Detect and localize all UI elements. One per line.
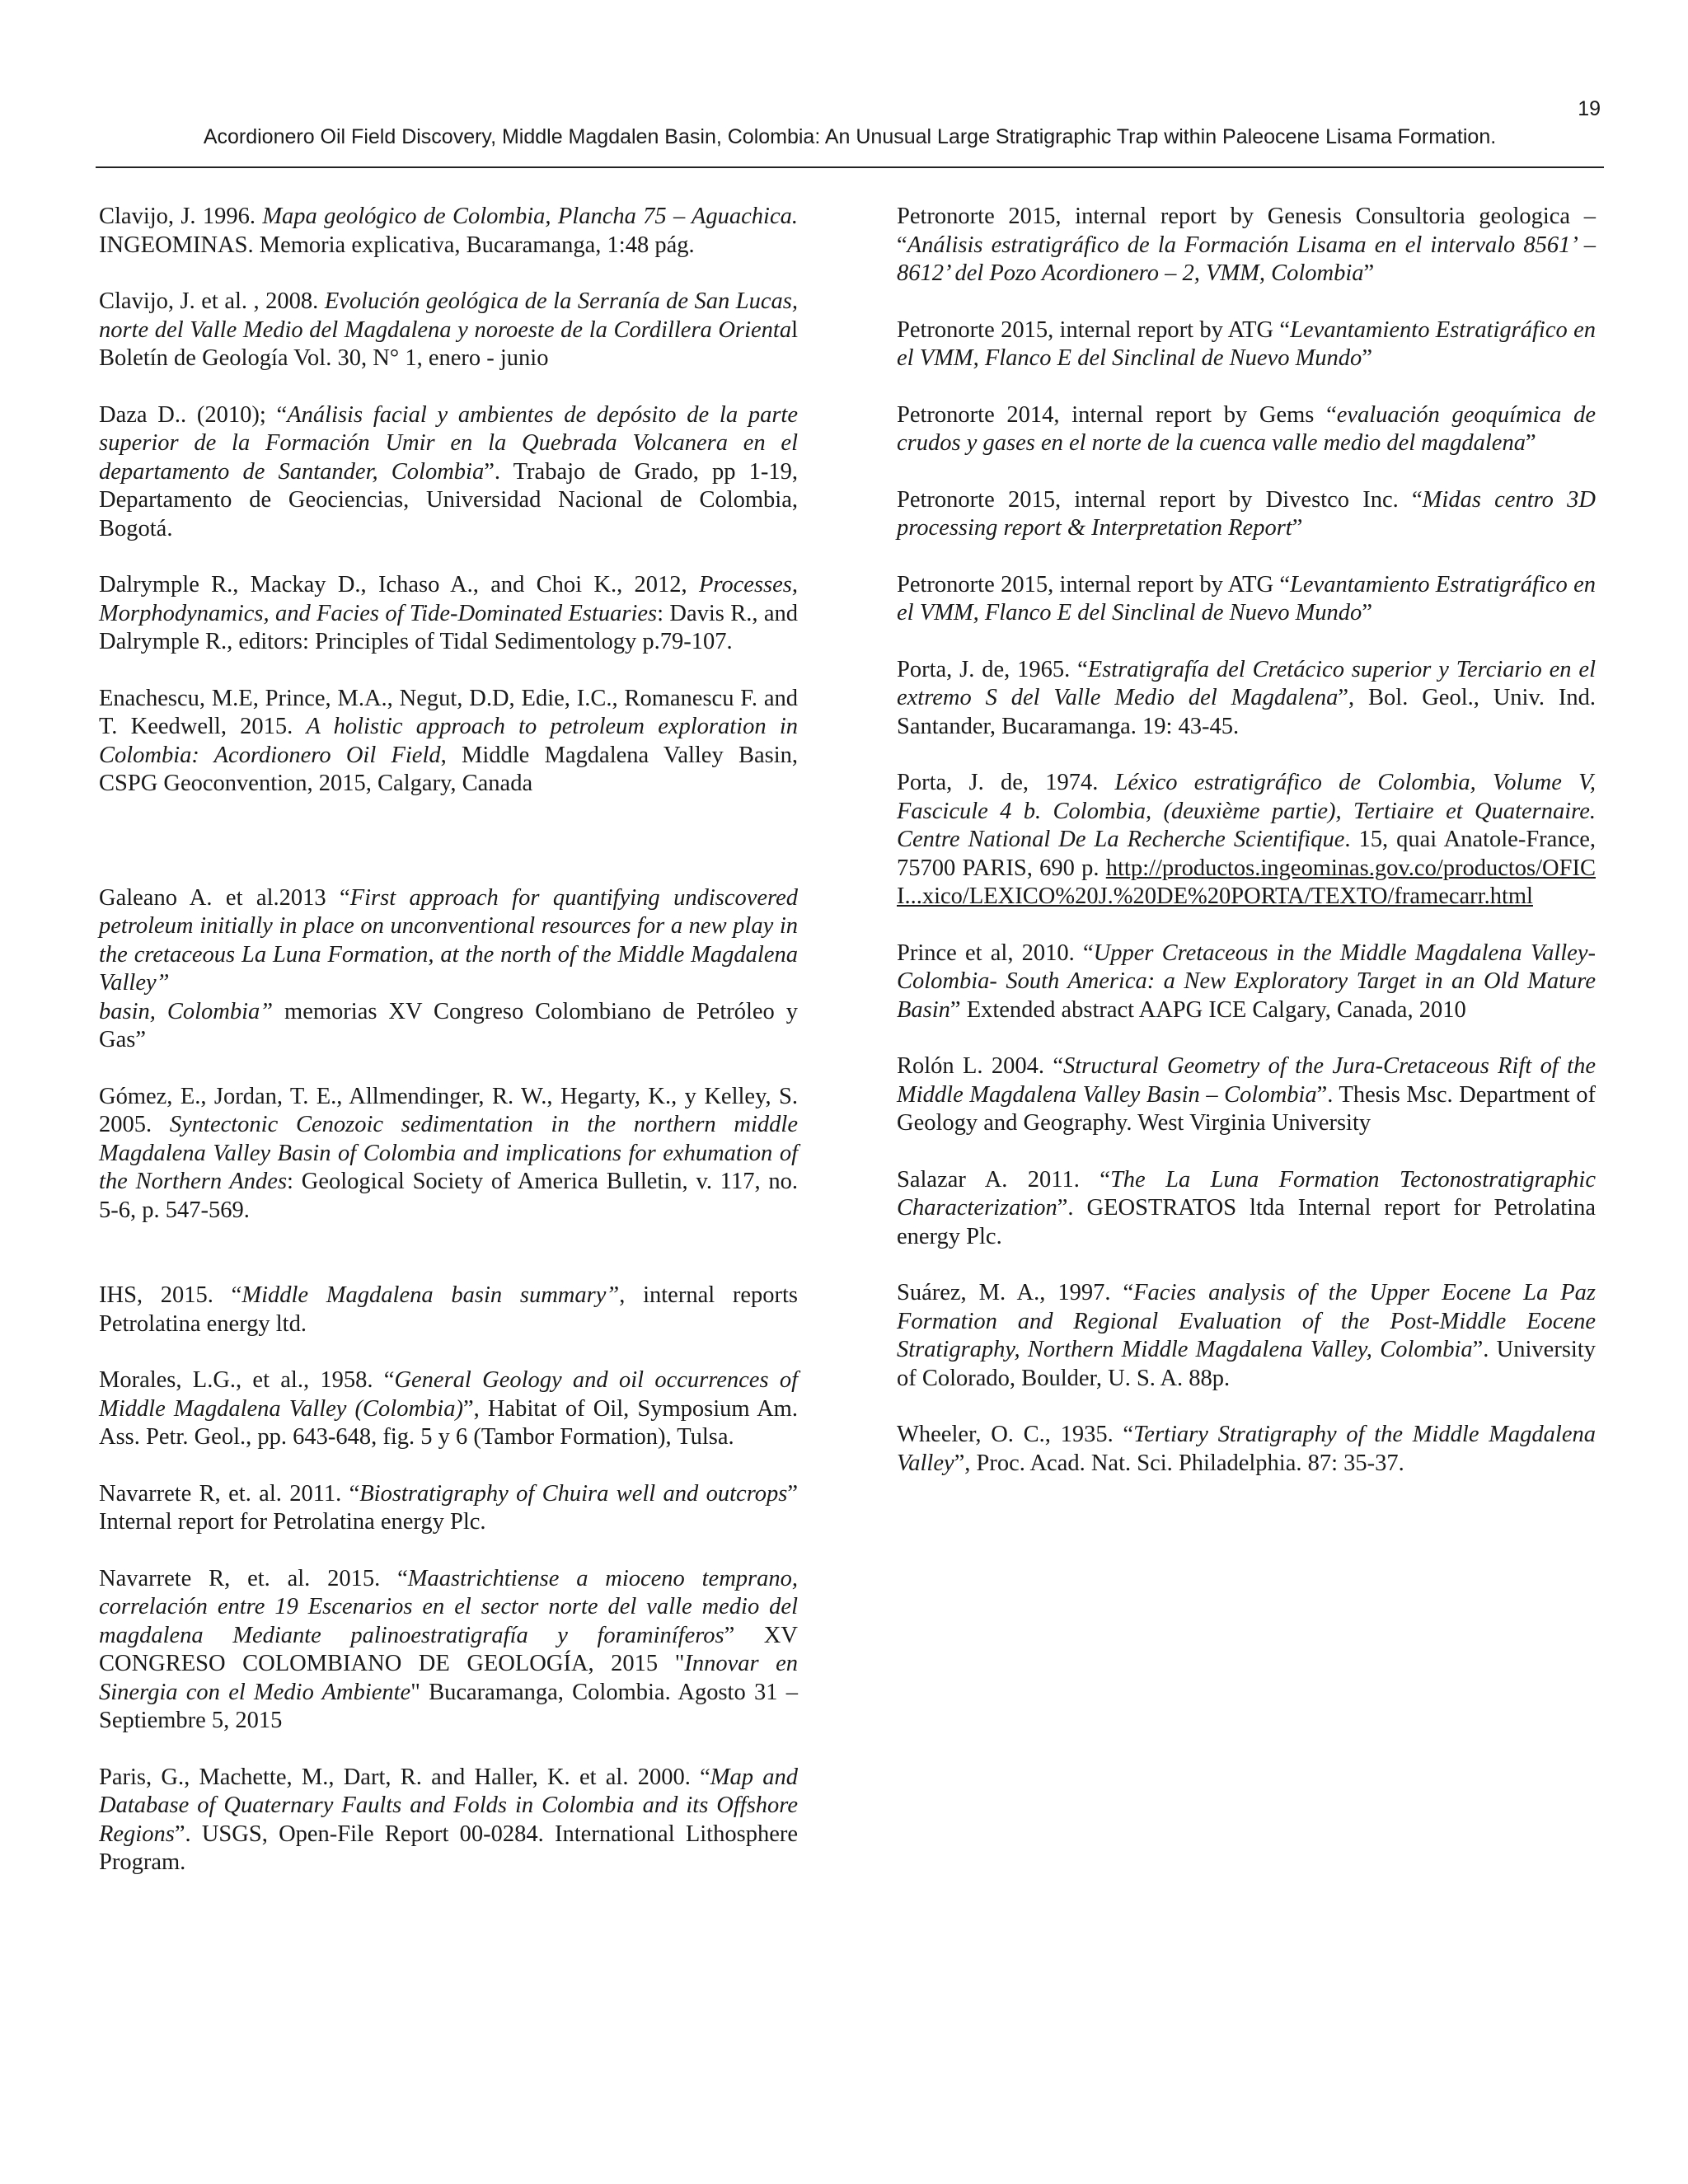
reference-entry: Salazar A. 2011. “The La Luna Formation Tectonostratigraphic Characterization”. GEOSTRATOS ltda Internal report for Petrolatina energy Plc. (897, 1166, 1596, 1249)
reference-entry: Galeano A. et al.2013 “First approach for quantifying undiscovered petroleum initially in place on unconventional resources for a new play in the cretaceous La Luna Formation, at the north of the Middle Magdalena Valley” basin, Colombia” memorias XV Congreso Colombiano de Petróleo y Gas” (99, 884, 798, 1052)
reference-entry: Porta, J. de, 1974. Léxico estratigráfico de Colombia, Volume V, Fascicule 4 b. Colombia, (deuxième partie), Tertiaire et Quaternaire. Centre National De La Recherche Scientifique. 15, quai Anatole-France, 75700 PARIS, 690 p. http://productos.ingeominas.gov.co/productos/OFICI...xico/LEXICO%20J.%20DE%20PORTA/TEXTO/framecarr.html (897, 770, 1597, 909)
reference-entry: Navarrete R, et. al. 2011. “Biostratigraphy of Chuira well and outcrops” Internal report for Petrolatina energy Plc. (99, 1480, 798, 1535)
reference-link[interactable]: http://productos.ingeominas.gov.co/productos/OFICI...xico/LEXICO%20J.%20DE%20PORTA/TEXTO/framecarr.html (897, 855, 1596, 909)
reference-entry: Rolón L. 2004. “Structural Geometry of the Jura-Cretaceous Rift of the Middle Magdalena Valley Basin – Colombia”. Thesis Msc. Department of Geology and Geography. West Virginia University (897, 1053, 1596, 1136)
references-right-column (897, 203, 1596, 1478)
reference-entry: Petronorte 2015, internal report by Divestco Inc. “Midas centro 3D processing report & Interpretation Report” (897, 486, 1596, 541)
running-header: Acordionero Oil Field Discovery, Middle Magdalen Basin, Colombia: An Unusual Large Stratigraphic Trap within Paleocene Lisama Formation. (203, 125, 1497, 148)
reference-entry: Daza D.. (2010); “Análisis facial y ambientes de depósito de la parte superior de la Formación Umir en la Quebrada Volcanera en el departamento de Santander, Colombia”. Trabajo de Grado, pp 1-19, Departamento de Geociencias, Universidad Nacional de Colombia, Bogotá. (99, 401, 798, 541)
reference-entry: Clavijo, J. et al. , 2008. Evolución geológica de la Serranía de San Lucas, norte del Valle Medio del Magdalena y noroeste de la Cordillera Oriental Boletín de Geología Vol. 30, N° 1, enero - junio (99, 288, 799, 371)
reference-entry: Porta, J. de, 1965. “Estratigrafía del Cretácico superior y Terciario en el extremo S del Valle Medio del Magdalena”, Bol. Geol., Univ. Ind. Santander, Bucaramanga. 19: 43-45. (897, 656, 1596, 739)
header-rule (96, 166, 1604, 168)
reference-entry: Gómez, E., Jordan, T. E., Allmendinger, R. W., Hegarty, K., y Kelley, S. 2005. Syntectonic Cenozoic sedimentation in the northern middle Magdalena Valley Basin of Colombia and implications for exhumation of the Northern Andes: Geological Society of America Bulletin, v. 117, no. 5-6, p. 547-569. (99, 1083, 798, 1223)
reference-entry: Petronorte 2014, internal report by Gems “evaluación geoquímica de crudos y gases en el norte de la cuenca valle medio del magdalena” (897, 401, 1597, 456)
reference-entry: Morales, L.G., et al., 1958. “General Geology and oil occurrences of Middle Magdalena Valley (Colombia)”, Habitat of Oil, Symposium Am. Ass. Petr. Geol., pp. 643-648, fig. 5 y 6 (Tambor Formation), Tulsa. (99, 1367, 798, 1450)
reference-entry: Wheeler, O. C., 1935. “Tertiary Stratigraphy of the Middle Magdalena Valley”, Proc. Acad. Nat. Sci. Philadelphia. 87: 35-37. (897, 1422, 1596, 1476)
reference-entry: Prince et al, 2010. “Upper Cretaceous in the Middle Magdalena Valley- Colombia- South America: a New Exploratory Target in an Old Mature Basin” Extended abstract AAPG ICE Calgary, Canada, 2010 (897, 940, 1596, 1023)
reference-entry: Petronorte 2015, internal report by ATG “Levantamiento Estratigráfico en el VMM, Flanco E del Sinclinal de Nuevo Mundo” (897, 316, 1596, 371)
reference-entry: Dalrymple R., Mackay D., Ichaso A., and Choi K., 2012, Processes, Morphodynamics, and Facies of Tide-Dominated Estuaries: Davis R., and Dalrymple R., editors: Principles of Tidal Sedimentology p.79-107. (99, 572, 799, 654)
reference-entry: IHS, 2015. “Middle Magdalena basin summary”, internal reports Petrolatina energy ltd. (99, 1282, 799, 1337)
reference-entry: Enachescu, M.E, Prince, M.A., Negut, D.D, Edie, I.C., Romanescu F. and T. Keedwell, 2015. A holistic approach to petroleum exploration in Colombia: Acordionero Oil Field, Middle Magdalena Valley Basin, CSPG Geoconvention, 2015, Calgary, Canada (99, 685, 798, 796)
reference-entry: Clavijo, J. 1996. Mapa geológico de Colombia, Plancha 75 – Aguachica. INGEOMINAS. Memoria explicativa, Bucaramanga, 1:48 pág. (99, 204, 798, 258)
reference-entry: Navarrete R, et. al. 2015. “Maastrichtiense a mioceno temprano, correlación entre 19 Escenarios en el sector norte del valle medio del magdalena Mediante palinoestratigrafía y foraminíferos” XV CONGRESO COLOMBIANO DE GEOLOGÍA, 2015 "Innovar en Sinergia con el Medio Ambiente" Bucaramanga, Colombia. Agosto 31 – Septiembre 5, 2015 (99, 1565, 798, 1733)
reference-entry: Petronorte 2015, internal report by ATG “Levantamiento Estratigráfico en el VMM, Flanco E del Sinclinal de Nuevo Mundo” (897, 571, 1596, 626)
reference-entry: Petronorte 2015, internal report by Genesis Consultoria geologica – “Análisis estratigráfico de la Formación Lisama en el intervalo 8561’ – 8612’ del Pozo Acordionero – 2, VMM, Colombia” (897, 204, 1596, 286)
references-left-column (99, 203, 798, 1877)
page-number: 19 (1578, 97, 1601, 120)
reference-entry: Suárez, M. A., 1997. “Facies analysis of the Upper Eocene La Paz Formation and Regional Evaluation of the Post-Middle Eocene Stratigraphy, Northern Middle Magdalena Valley, Colombia”. University of Colorado, Boulder, U. S. A. 88p. (897, 1280, 1596, 1391)
reference-entry: Paris, G., Machette, M., Dart, R. and Haller, K. et al. 2000. “Map and Database of Quaternary Faults and Folds in Colombia and its Offshore Regions”. USGS, Open-File Report 00-0284. International Lithosphere Program. (99, 1764, 798, 1875)
